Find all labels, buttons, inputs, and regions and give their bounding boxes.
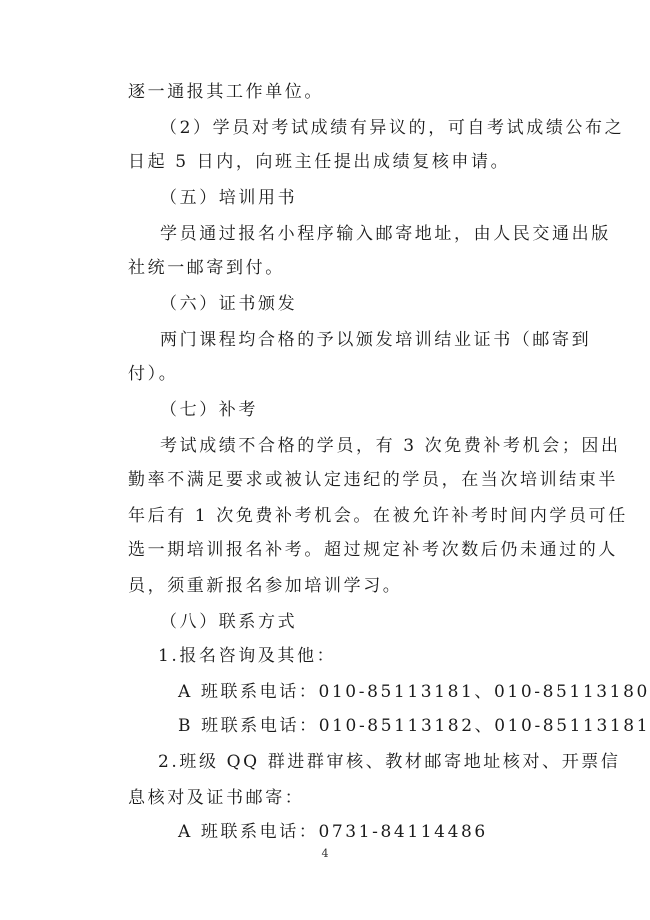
section-heading-contact: （八）联系方式 bbox=[160, 612, 298, 632]
text-line: 年后有 1 次免费补考机会。在被允许补考时间内学员可任 bbox=[128, 506, 628, 526]
section-heading-books: （五）培训用书 bbox=[160, 188, 298, 208]
contact-phone-class-a-2: A 班联系电话：0731-84114486 bbox=[178, 822, 488, 842]
text-line: 考试成绩不合格的学员，有 3 次免费补考机会；因出 bbox=[160, 436, 621, 456]
text-line-continuation: 逐一通报其工作单位。 bbox=[128, 82, 324, 102]
contact-item-1-heading: 1.报名咨询及其他： bbox=[158, 646, 337, 666]
text-line: 日起 5 日内，向班主任提出成绩复核申请。 bbox=[128, 152, 511, 172]
section-heading-certificate: （六）证书颁发 bbox=[160, 294, 298, 314]
text-line: 学员通过报名小程序输入邮寄地址，由人民交通出版 bbox=[160, 224, 611, 244]
contact-phone-class-b: B 班联系电话：010-85113182、010-85113181 bbox=[178, 716, 650, 736]
contact-item-2-heading: 2.班级 QQ 群进群审核、教材邮寄地址核对、开票信 bbox=[158, 752, 621, 772]
text-line: 员，须重新报名参加培训学习。 bbox=[128, 576, 403, 596]
text-line-item-2: （2）学员对考试成绩有异议的，可自考试成绩公布之 bbox=[160, 118, 625, 138]
section-heading-makeup-exam: （七）补考 bbox=[160, 400, 258, 420]
text-line: 两门课程均合格的予以颁发培训结业证书（邮寄到 bbox=[160, 330, 592, 350]
text-line: 付）。 bbox=[128, 364, 179, 384]
page-number: 4 bbox=[321, 847, 329, 860]
text-line: 勤率不满足要求或被认定违纪的学员，在当次培训结束半 bbox=[128, 470, 618, 490]
text-line: 息核对及证书邮寄： bbox=[128, 788, 305, 808]
text-line: 选一期培训报名补考。超过规定补考次数后仍未通过的人 bbox=[128, 540, 618, 560]
text-line: 社统一邮寄到付。 bbox=[128, 258, 285, 278]
contact-phone-class-a: A 班联系电话：010-85113181、010-85113180 bbox=[178, 682, 650, 702]
